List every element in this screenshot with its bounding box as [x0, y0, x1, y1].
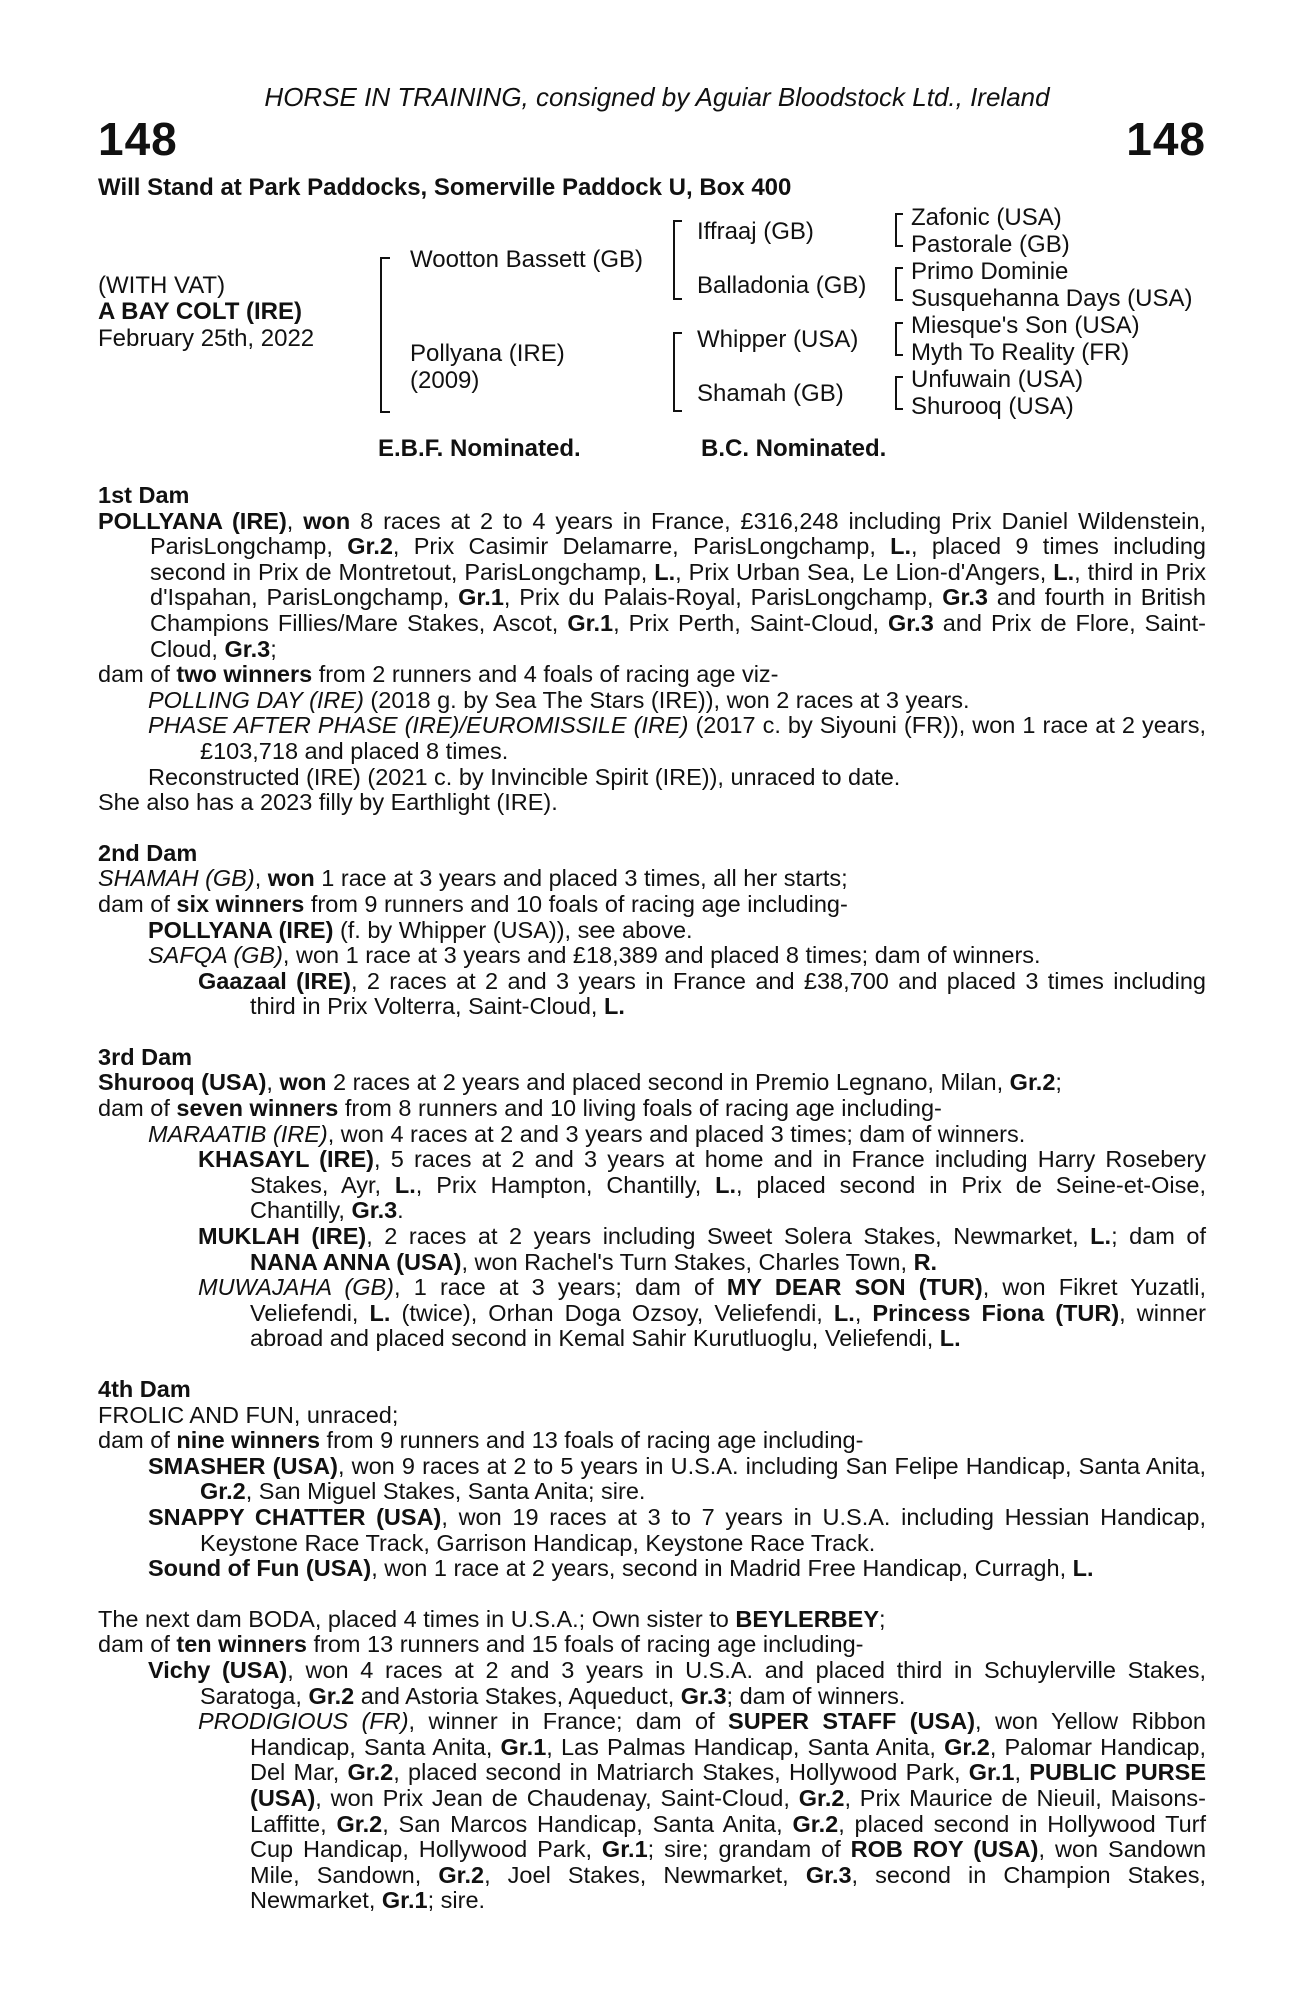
lot-number-left: 148	[98, 113, 178, 165]
catalogue-header: HORSE IN TRAINING, consigned by Aguiar Bloodstock Ltd., Ireland	[264, 82, 1050, 112]
pedigree-entry: dam of ten winners from 13 runners and 15 foals of racing age including-	[98, 1631, 864, 1658]
pedigree-brace-ds	[895, 322, 903, 356]
pedigree-entry: dam of two winners from 2 runners and 4 foals of racing age viz-	[98, 661, 779, 688]
horse-name: A BAY COLT (IRE)	[98, 298, 303, 325]
pedigree-brace-sd	[895, 267, 903, 301]
pedigree-brace-sire	[673, 220, 682, 300]
pedigree-entry: PHASE AFTER PHASE (IRE)/EUROMISSILE (IRE) (2017 c. by Siyouni (FR)), won 1 race at 2 years, £103,718 and placed 8 times.	[148, 712, 1206, 764]
bc-nomination: B.C. Nominated.	[701, 435, 887, 462]
horse-dob: February 25th, 2022	[98, 325, 315, 352]
pedigree-ssd: Pastorale (GB)	[911, 231, 1070, 258]
pedigree-entry: Sound of Fun (USA), won 1 race at 2 years, second in Madrid Free Handicap, Curragh, L.	[148, 1555, 1094, 1582]
dam-section	[98, 1607, 1206, 1914]
pedigree-brace-dam	[673, 332, 682, 412]
vat-note: (WITH VAT)	[98, 272, 226, 299]
pedigree-entry: Gaazaal (IRE), 2 races at 2 and 3 years in France and £38,700 and placed 3 times including third in Prix Volterra, Saint-Cloud, L.	[198, 967, 1206, 1020]
pedigree-entry: MUKLAH (IRE), 2 races at 2 years including Sweet Solera Stakes, Newmarket, L.; dam of NANA ANNA (USA), won Rachel's Turn Stakes, Charles Town, R.	[198, 1223, 1207, 1275]
pedigree-entry: The next dam BODA, placed 4 times in U.S.A.; Own sister to BEYLERBEY;	[98, 1605, 886, 1632]
ebf-nomination: E.B.F. Nominated.	[378, 435, 581, 462]
pedigree-entry: SMASHER (USA), won 9 races at 2 to 5 years in U.S.A. including San Felipe Handicap, Santa Anita, Gr.2, San Miguel Stakes, Santa Anita; sire.	[148, 1452, 1207, 1505]
pedigree-sire-sire: Iffraaj (GB)	[697, 218, 814, 245]
pedigree-sds: Primo Dominie	[911, 258, 1069, 285]
pedigree-entry: Reconstructed (IRE) (2021 c. by Invincible Spirit (IRE)), unraced to date.	[148, 763, 901, 790]
pedigree-dds: Unfuwain (USA)	[911, 366, 1084, 393]
pedigree-entry: She also has a 2023 filly by Earthlight (IRE).	[98, 789, 558, 816]
pedigree-ddd: Shurooq (USA)	[911, 393, 1074, 420]
pedigree-sire: Wootton Bassett (GB)	[410, 246, 643, 273]
pedigree-sdd: Susquehanna Days (USA)	[911, 285, 1193, 312]
pedigree-entry: PRODIGIOUS (FR), winner in France; dam of SUPER STAFF (USA), won Yellow Ribbon Handicap, Santa Anita, Gr.1, Las Palmas Handicap, Santa Anita, Gr.2, Palomar Handicap, Del Mar, Gr.2, placed second in Matriarch Stakes, Hollywood Park, Gr.1, PUBLIC PURSE (USA), won Prix Jean de Chaudenay, Saint-Cloud, Gr.2, Prix Maurice de Nieuil, Maisons-Laffitte, Gr.2, San Marcos Handicap, Santa Anita, Gr.2, placed second in Hollywood Turf Cup Handicap, Hollywood Park, Gr.1; sire; grandam of ROB ROY (USA), won Sandown Mile, Sandown, Gr.2, Joel Stakes, Newmarket, Gr.3, second in Champion Stakes, Newmarket, Gr.1; sire.	[198, 1708, 1207, 1914]
lot-number-right: 148	[1126, 113, 1206, 165]
pedigree-dss: Miesque's Son (USA)	[911, 312, 1140, 339]
pedigree-entry: MUWAJAHA (GB), 1 race at 3 years; dam of MY DEAR SON (TUR), won Fikret Yuzatli, Veliefendi, L. (twice), Orhan Doga Ozsoy, Veliefendi, L., Princess Fiona (TUR), winner abroad and placed second in Kemal Sahir Kurutluoglu, Veliefendi, L.	[198, 1274, 1207, 1352]
pedigree-entry: KHASAYL (IRE), 5 races at 2 and 3 years at home and in France including Harry Rosebery Stakes, Ayr, L., Prix Hampton, Chantilly, L., placed second in Prix de Seine-et-Oise, Chantilly, Gr.3.	[198, 1146, 1206, 1224]
section-heading: 4th Dam	[98, 1376, 191, 1402]
section-heading: 3rd Dam	[98, 1043, 193, 1070]
pedigree-entry: POLLYANA (IRE) (f. by Whipper (USA)), see above.	[148, 916, 693, 943]
pedigree-entry: Shurooq (USA), won 2 races at 2 years and placed second in Premio Legnano, Milan, Gr.2;	[98, 1069, 1062, 1096]
pedigree-entry: POLLYANA (IRE), won 8 races at 2 to 4 years in France, £316,248 including Prix Daniel Wildenstein, ParisLongchamp, Gr.2, Prix Casimir Delamarre, ParisLongchamp, L., placed 9 times including second in Prix de Montretout, ParisLongchamp, L., Prix Urban Sea, Le Lion-d'Angers, L., third in Prix d'Ispahan, ParisLongchamp, Gr.1, Prix du Palais-Royal, ParisLongchamp, Gr.3 and fourth in British Champions Fillies/Mare Stakes, Ascot, Gr.1, Prix Perth, Saint-Cloud, Gr.3 and Prix de Flore, Saint-Cloud, Gr.3;	[98, 507, 1207, 662]
pedigree-entry: SNAPPY CHATTER (USA), won 19 races at 3 to 7 years in U.S.A. including Hessian Handicap, Keystone Race Track, Garrison Handicap, Keystone Race Track.	[148, 1503, 1206, 1556]
dam-section	[98, 1045, 1206, 1352]
pedigree-entry: dam of seven winners from 8 runners and 10 living foals of racing age including-	[98, 1095, 942, 1122]
stand-location: Will Stand at Park Paddocks, Somerville Paddock U, Box 400	[98, 174, 792, 201]
pedigree-entry: FROLIC AND FUN, unraced;	[98, 1401, 399, 1428]
pedigree-dsd: Myth To Reality (FR)	[911, 339, 1130, 366]
pedigree-sss: Zafonic (USA)	[911, 204, 1062, 231]
dam-section	[98, 483, 1206, 816]
pedigree-brace-dd	[895, 376, 903, 410]
pedigree-sire-dam: Balladonia (GB)	[697, 272, 867, 299]
pedigree-dam-sire: Whipper (USA)	[697, 326, 859, 353]
dam-section	[98, 1377, 1206, 1582]
pedigree-entry: dam of nine winners from 9 runners and 13 foals of racing age including-	[98, 1427, 864, 1454]
pedigree-dam: Pollyana (IRE)	[410, 340, 565, 367]
pedigree-brace-main	[380, 257, 390, 413]
pedigree-dam-year: (2009)	[410, 367, 480, 394]
pedigree-entry: SHAMAH (GB), won 1 race at 3 years and placed 3 times, all her starts;	[98, 865, 848, 892]
pedigree-entry: Vichy (USA), won 4 races at 2 and 3 years in U.S.A. and placed third in Schuylerville Stakes, Saratoga, Gr.2 and Astoria Stakes, Aqueduct, Gr.3; dam of winners.	[148, 1656, 1206, 1709]
section-heading: 2nd Dam	[98, 839, 198, 866]
pedigree-brace-ss	[895, 213, 903, 247]
pedigree-entry: dam of six winners from 9 runners and 10 foals of racing age including-	[98, 890, 848, 917]
pedigree-entry: POLLING DAY (IRE) (2018 g. by Sea The Stars (IRE)), won 2 races at 3 years.	[148, 686, 970, 713]
family-notes	[98, 483, 1206, 1914]
section-heading: 1st Dam	[98, 482, 190, 508]
pedigree-entry: MARAATIB (IRE), won 4 races at 2 and 3 years and placed 3 times; dam of winners.	[148, 1120, 1026, 1147]
pedigree-dam-dam: Shamah (GB)	[697, 380, 844, 407]
pedigree-entry: SAFQA (GB), won 1 race at 3 years and £18,389 and placed 8 times; dam of winners.	[148, 942, 1041, 969]
dam-section	[98, 841, 1206, 1020]
